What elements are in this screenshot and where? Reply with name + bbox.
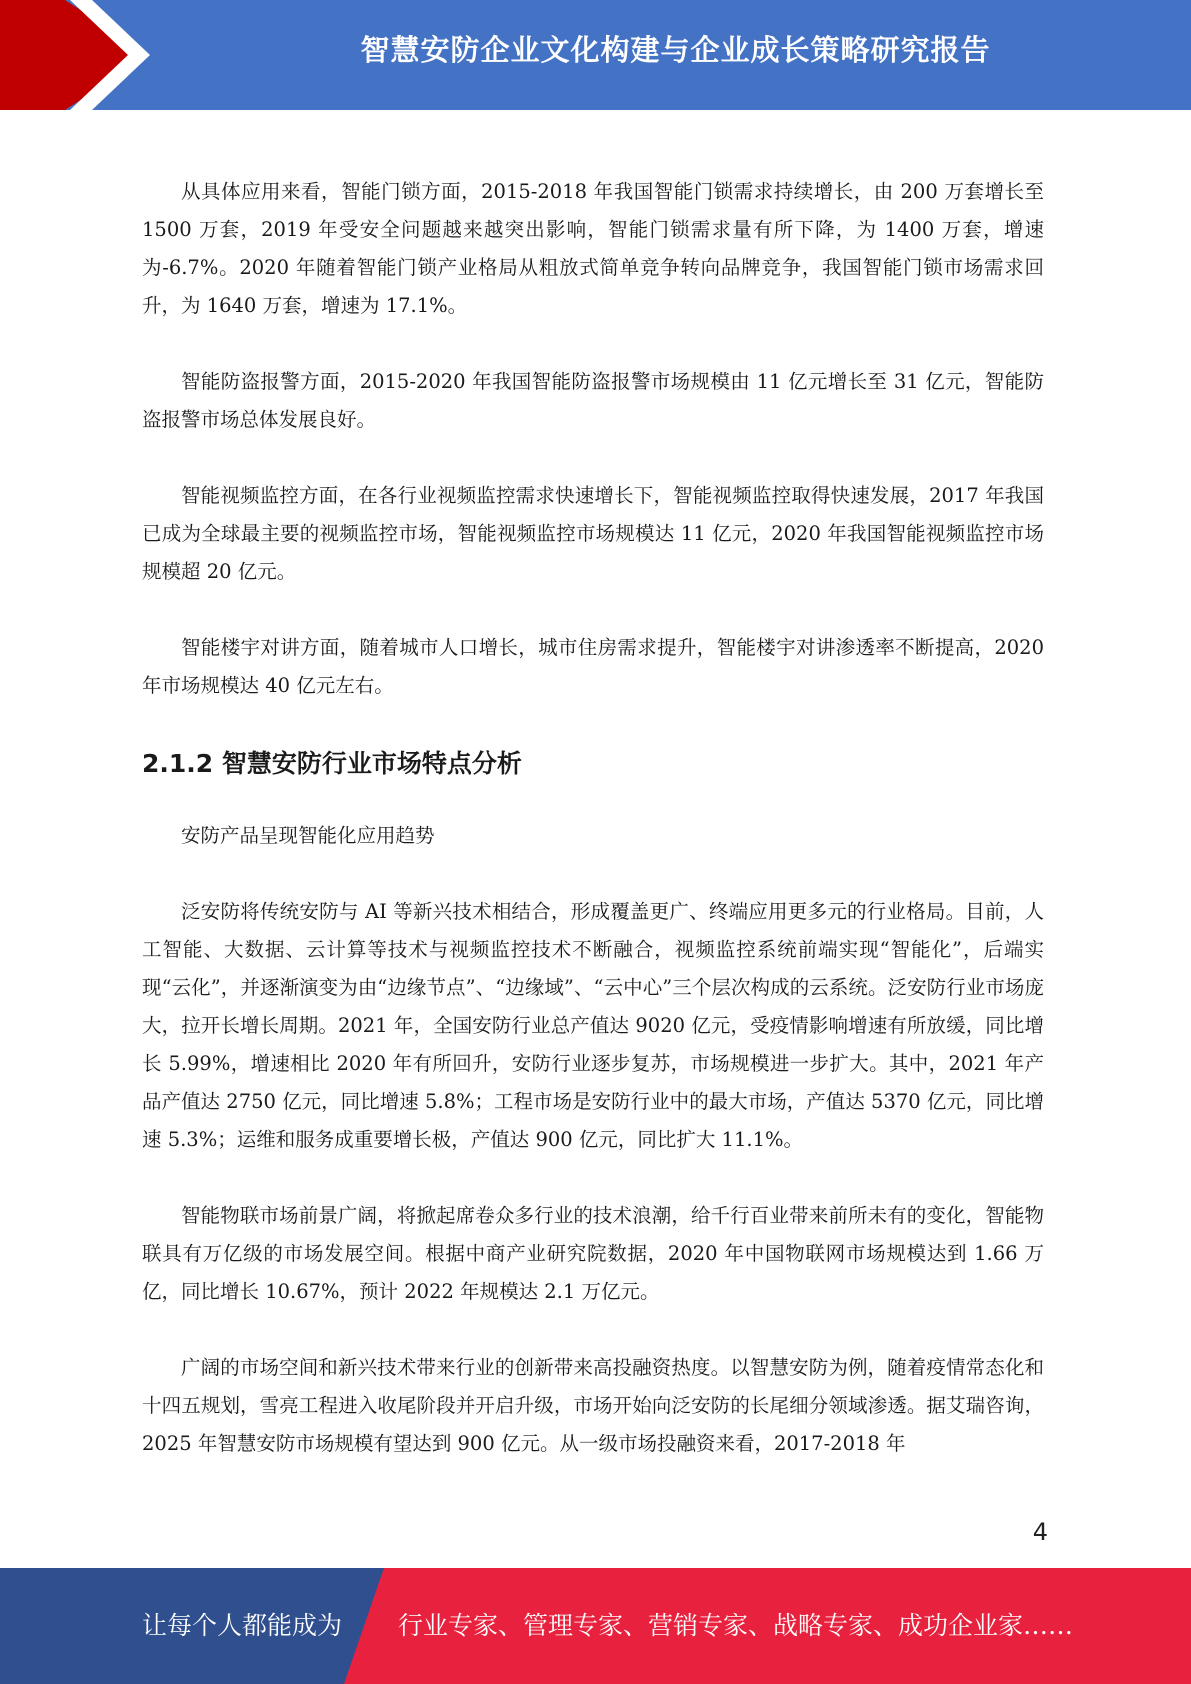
page-header — [0, 0, 1191, 110]
page-number: 4 — [1032, 1518, 1048, 1546]
paragraph-video-surveillance: 智能视频监控方面，在各行业视频监控需求快速增长下，智能视频监控取得快速发展，2017 年我国已成为全球最主要的视频监控市场，智能视频监控市场规模达 11 亿元，2020 年我国智能视频监控市场规模超 20 亿元。 — [142, 484, 1044, 583]
header-chevron-icon — [0, 0, 160, 110]
paragraph-investment: 广阔的市场空间和新兴技术带来行业的创新带来高投融资热度。以智慧安防为例，随着疫情常态化和十四五规划，雪亮工程进入收尾阶段并开启升级，市场开始向泛安防的长尾细分领域渗透。据艾瑞咨询，2025 年智慧安防市场规模有望达到 900 亿元。从一级市场投融资来看，2017-2018 年 — [142, 1356, 1044, 1455]
report-title: 智慧安防企业文化构建与企业成长策略研究报告 — [360, 33, 991, 67]
footer-slogan-right: 行业专家、管理专家、营销专家、战略专家、成功企业家…… — [398, 1611, 1074, 1640]
paragraph-pan-security: 泛安防将传统安防与 AI 等新兴技术相结合，形成覆盖更广、终端应用更多元的行业格局。目前，人工智能、大数据、云计算等技术与视频监控技术不断融合，视频监控系统前端实现“智能化”，后端实现“云化”，并逐渐演变为由“边缘节点”、“边缘域”、“云中心”三个层次构成的云系统。泛安防行业市场庞大，拉开长增长周期。2021 年，全国安防行业总产值达 9020 亿元，受疫情影响增速有所放缓，同比增长 5.99%，增速相比 2020 年有所回升，安防行业逐步复苏，市场规模进一步扩大。其中，2021 年产品产值达 2750 亿元，同比增速 5.8%；工程市场是安防行业中的最大市场，产值达 5370 亿元，同比增速 5.3%；运维和服务成重要增长极，产值达 900 亿元，同比扩大 11.1%。 — [142, 900, 1044, 1151]
paragraph-anti-theft-alarm: 智能防盗报警方面，2015-2020 年我国智能防盗报警市场规模由 11 亿元增长至 31 亿元，智能防盗报警市场总体发展良好。 — [142, 370, 1044, 431]
paragraph-iot-market: 智能物联市场前景广阔，将掀起席卷众多行业的技术浪潮，给千行百业带来前所未有的变化，智能物联具有万亿级的市场发展空间。根据中商产业研究院数据，2020 年中国物联网市场规模达到 1.66 万亿，同比增长 10.67%，预计 2022 年规模达 2.1 万亿元。 — [142, 1204, 1044, 1303]
page-footer — [0, 1568, 1191, 1684]
footer-slogan-left: 让每个人都能成为 — [142, 1611, 343, 1640]
paragraph-building-intercom: 智能楼宇对讲方面，随着城市人口增长，城市住房需求提升，智能楼宇对讲渗透率不断提高，2020 年市场规模达 40 亿元左右。 — [142, 636, 1044, 697]
section-heading: 2.1.2 智慧安防行业市场特点分析 — [142, 749, 522, 778]
section-subheading: 安防产品呈现智能化应用趋势 — [181, 824, 435, 847]
document-body — [142, 173, 1044, 1501]
paragraph-smart-locks: 从具体应用来看，智能门锁方面，2015-2018 年我国智能门锁需求持续增长，由 200 万套增长至 1500 万套，2019 年受安全问题越来越突出影响，智能门锁需求量有所下降，为 1400 万套，增速为-6.7%。2020 年随着智能门锁产业格局从粗放式简单竞争转向品牌竞争，我国智能门锁市场需求回升，为 1640 万套，增速为 17.1%。 — [142, 180, 1044, 317]
